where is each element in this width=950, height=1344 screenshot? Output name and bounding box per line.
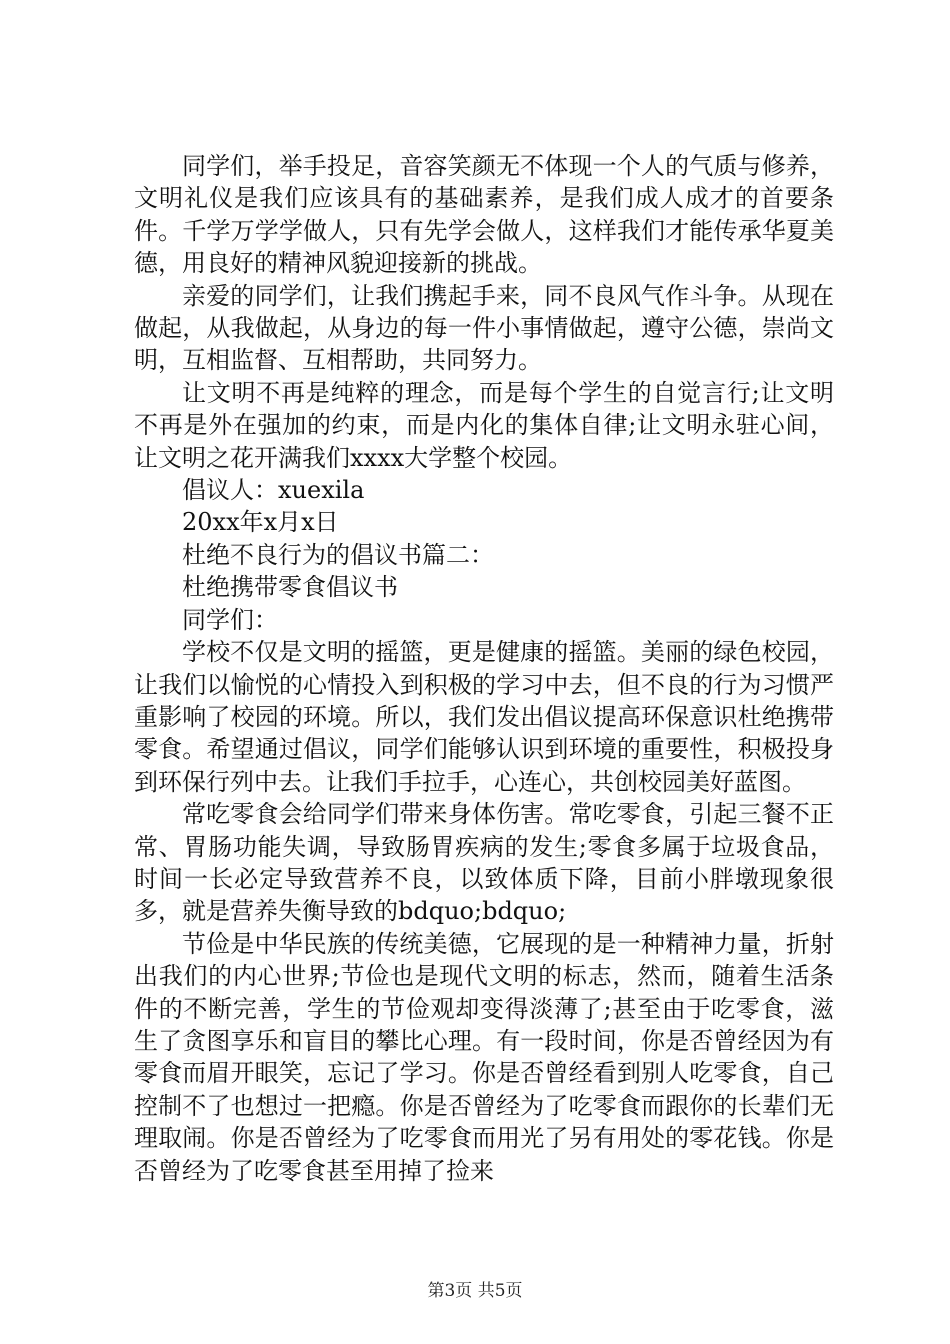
paragraph-join-hands: 亲爱的同学们，让我们携起手来，同不良风气作斗争。从现在做起，从我做起，从身边的每一件小事情做起，遵守公德，崇尚文明，互相监督、互相帮助，共同努力。 <box>134 281 834 375</box>
proposal-title: 杜绝携带零食倡议书 <box>182 573 398 602</box>
paragraph-civilization: 让文明不再是纯粹的理念，而是每个学生的自觉言行;让文明不再是外在强加的约束，而是内化的集体自律;让文明永驻心间，让文明之花开满我们xxxx大学整个校园。 <box>134 378 834 472</box>
initiator-line: 倡议人：xuexila <box>182 476 365 505</box>
date-line: 20xx年x月x日 <box>182 508 339 537</box>
section-heading: 杜绝不良行为的倡议书篇二： <box>182 540 494 569</box>
salutation: 同学们： <box>182 605 278 634</box>
paragraph-school-cradle: 学校不仅是文明的摇篮，更是健康的摇篮。美丽的绿色校园，让我们以愉悦的心情投入到积极的学习中去，但不良的行为习惯严重影响了校园的环境。所以，我们发出倡议提高环保意识杜绝携带零食。希望通过倡议，同学们能够认识到环境的重要性，积极投身到环保行列中去。让我们手拉手，心连心，共创校园美好蓝图。 <box>134 638 834 796</box>
page-number-footer: 第3页 共5页 <box>427 1281 523 1301</box>
paragraph-etiquette: 同学们，举手投足，音容笑颜无不体现一个人的气质与修养，文明礼仪是我们应该具有的基础素养，是我们成人成才的首要条件。千学万学学做人，只有先学会做人，这样我们才能传承华夏美德，用良好的精神风貌迎接新的挑战。 <box>134 152 834 278</box>
paragraph-snack-harm: 常吃零食会给同学们带来身体伤害。常吃零食，引起三餐不正常、胃肠功能失调，导致肠胃疾病的发生;零食多属于垃圾食品，时间一长必定导致营养不良，以致体质下降，目前小胖墩现象很多，就是营养失衡导致的bdquo;bdquo; <box>134 800 834 926</box>
document-body <box>134 150 834 1187</box>
paragraph-thrift: 节俭是中华民族的传统美德，它展现的是一种精神力量，折射出我们的内心世界;节俭也是现代文明的标志，然而，随着生活条件的不断完善，学生的节俭观却变得淡薄了;甚至由于吃零食，滋生了贪图享乐和盲目的攀比心理。有一段时间，你是否曾经因为有零食而眉开眼笑，忘记了学习。你是否曾经看到别人吃零食，自己控制不了也想过一把瘾。你是否曾经为了吃零食而跟你的长辈们无理取闹。你是否曾经为了吃零食而用光了另有用处的零花钱。你是否曾经为了吃零食甚至用掉了捡来 <box>134 929 834 1185</box>
